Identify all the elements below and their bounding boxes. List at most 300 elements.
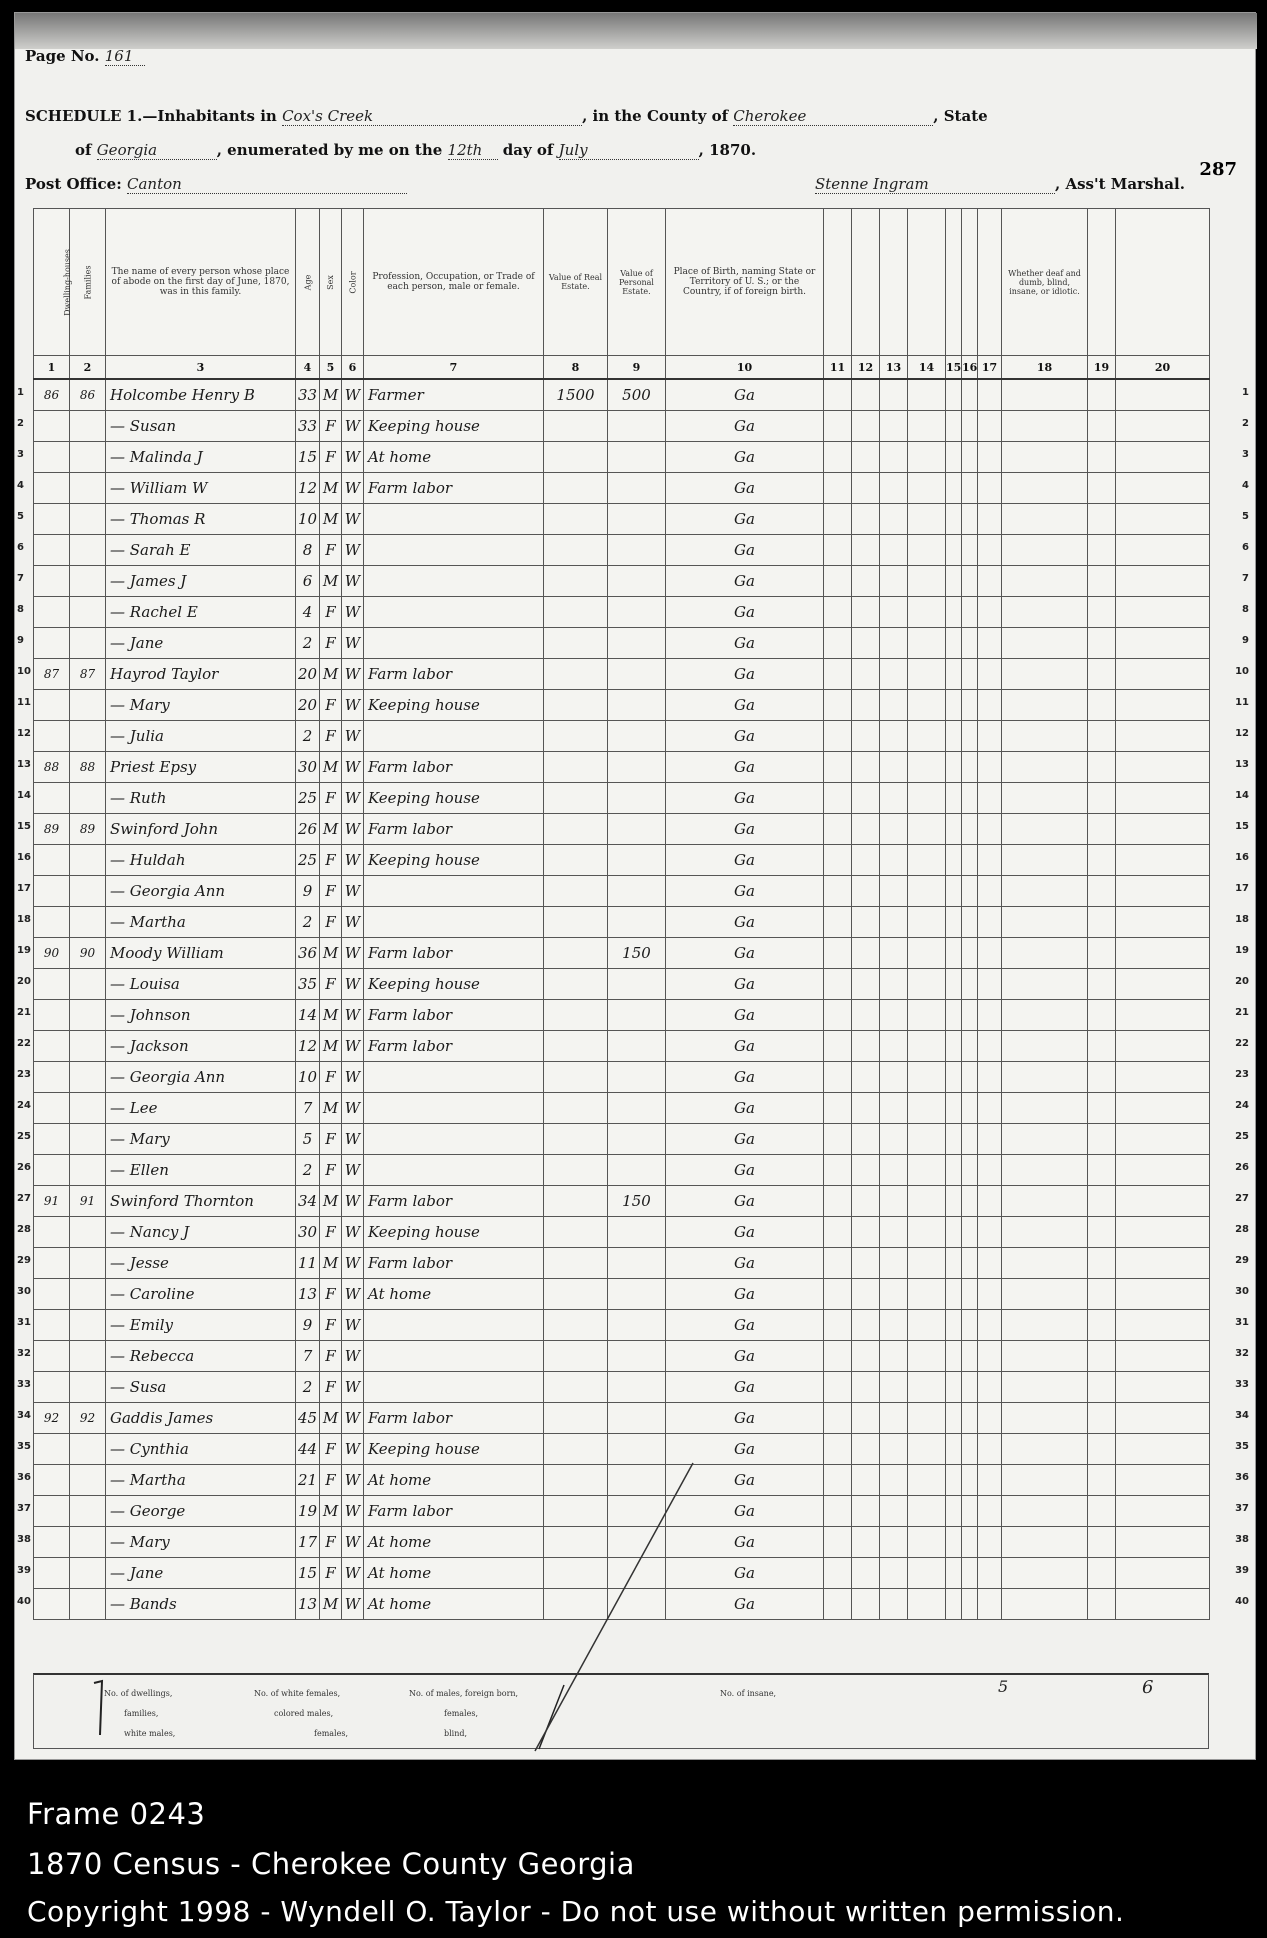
line-number: 21 — [17, 1007, 31, 1018]
birthplace-cell: Ga — [666, 1062, 824, 1093]
real-estate-cell — [544, 1093, 608, 1124]
sex-cell: F — [320, 1372, 342, 1403]
empty-cell — [962, 783, 978, 814]
line-number: 12 — [17, 728, 31, 739]
table-row — [34, 379, 1210, 411]
person-name: — Mary — [106, 1527, 296, 1558]
age-cell: 30 — [296, 1217, 320, 1248]
empty-cell — [1002, 1279, 1088, 1310]
family-number — [70, 1496, 106, 1527]
empty-cell — [908, 535, 946, 566]
line-number: 16 — [1235, 852, 1249, 863]
footer-colored-males: colored males, — [274, 1709, 334, 1718]
dwelling-number: 92 — [34, 1403, 70, 1434]
empty-cell — [908, 659, 946, 690]
table-row — [34, 1403, 1210, 1434]
sex-cell: M — [320, 1031, 342, 1062]
column-number: 13 — [880, 356, 908, 380]
col-19-header — [1088, 209, 1116, 356]
empty-cell — [946, 752, 962, 783]
real-estate-cell — [544, 814, 608, 845]
occupation-cell — [364, 504, 544, 535]
empty-cell — [880, 504, 908, 535]
empty-cell — [824, 659, 852, 690]
family-number — [70, 566, 106, 597]
empty-cell — [978, 1031, 1002, 1062]
table-row — [34, 1000, 1210, 1031]
empty-cell — [824, 1186, 852, 1217]
empty-cell — [1116, 1496, 1210, 1527]
personal-estate-cell — [608, 1372, 666, 1403]
frame-number: 287 — [1199, 159, 1237, 180]
dwelling-number — [34, 1341, 70, 1372]
empty-cell — [978, 1186, 1002, 1217]
caption-copyright: Copyright 1998 - Wyndell O. Taylor - Do not use without written permission. — [27, 1895, 1125, 1928]
line-number: 34 — [1235, 1410, 1249, 1421]
empty-cell — [962, 690, 978, 721]
empty-cell — [1088, 969, 1116, 1000]
sex-cell: F — [320, 628, 342, 659]
empty-cell — [1002, 1434, 1088, 1465]
empty-cell — [852, 473, 880, 504]
day-value: 12th — [448, 141, 498, 160]
empty-cell — [1116, 752, 1210, 783]
empty-cell — [824, 1496, 852, 1527]
person-name: — Huldah — [106, 845, 296, 876]
line-number: 38 — [17, 1534, 31, 1545]
empty-cell — [1116, 1465, 1210, 1496]
line-number: 1 — [1242, 387, 1249, 398]
empty-cell — [1002, 690, 1088, 721]
empty-cell — [946, 1465, 962, 1496]
table-row — [34, 814, 1210, 845]
line-number: 10 — [17, 666, 31, 677]
age-cell: 12 — [296, 1031, 320, 1062]
col-13-header — [880, 209, 908, 356]
empty-cell — [824, 907, 852, 938]
empty-cell — [1088, 1403, 1116, 1434]
empty-cell — [962, 379, 978, 411]
empty-cell — [880, 1279, 908, 1310]
birthplace-cell: Ga — [666, 1093, 824, 1124]
empty-cell — [1116, 783, 1210, 814]
person-name: Hayrod Taylor — [106, 659, 296, 690]
age-cell: 33 — [296, 411, 320, 442]
personal-estate-cell: 500 — [608, 379, 666, 411]
empty-cell — [962, 1124, 978, 1155]
empty-cell — [1088, 783, 1116, 814]
empty-cell — [1088, 1589, 1116, 1620]
empty-cell — [946, 411, 962, 442]
birthplace-cell: Ga — [666, 690, 824, 721]
empty-cell — [1116, 1279, 1210, 1310]
birthplace-cell: Ga — [666, 1248, 824, 1279]
empty-cell — [852, 1341, 880, 1372]
line-number: 35 — [17, 1441, 31, 1452]
empty-cell — [962, 1372, 978, 1403]
empty-cell — [962, 597, 978, 628]
empty-cell — [824, 1155, 852, 1186]
table-row — [34, 1217, 1210, 1248]
empty-cell — [1002, 1310, 1088, 1341]
empty-cell — [824, 1589, 852, 1620]
line-number: 20 — [1235, 976, 1249, 987]
table-row — [34, 1124, 1210, 1155]
age-cell: 9 — [296, 1310, 320, 1341]
sex-cell: F — [320, 876, 342, 907]
empty-cell — [880, 721, 908, 752]
empty-cell — [908, 1217, 946, 1248]
personal-estate-cell — [608, 1155, 666, 1186]
birthplace-cell: Ga — [666, 1527, 824, 1558]
empty-cell — [1116, 721, 1210, 752]
empty-cell — [946, 1403, 962, 1434]
dwelling-number — [34, 783, 70, 814]
empty-cell — [978, 1310, 1002, 1341]
empty-cell — [824, 473, 852, 504]
sex-cell: M — [320, 1093, 342, 1124]
empty-cell — [978, 907, 1002, 938]
sex-cell: F — [320, 721, 342, 752]
empty-cell — [962, 1589, 978, 1620]
empty-cell — [880, 442, 908, 473]
age-cell: 35 — [296, 969, 320, 1000]
col-11-header — [824, 209, 852, 356]
person-name: — Jackson — [106, 1031, 296, 1062]
personal-estate-cell: 150 — [608, 1186, 666, 1217]
real-estate-cell — [544, 1248, 608, 1279]
column-number: 6 — [342, 356, 364, 380]
sex-cell: M — [320, 1589, 342, 1620]
empty-cell — [946, 473, 962, 504]
color-cell: W — [342, 1527, 364, 1558]
empty-cell — [1088, 1155, 1116, 1186]
personal-estate-cell — [608, 473, 666, 504]
empty-cell — [1002, 845, 1088, 876]
occupation-cell: Farm labor — [364, 814, 544, 845]
color-cell: W — [342, 1248, 364, 1279]
sex-cell: M — [320, 1496, 342, 1527]
empty-cell — [1088, 1093, 1116, 1124]
empty-cell — [978, 690, 1002, 721]
sex-cell: F — [320, 597, 342, 628]
person-name: — Johnson — [106, 1000, 296, 1031]
dwelling-number: 90 — [34, 938, 70, 969]
table-row — [34, 1248, 1210, 1279]
sex-cell: F — [320, 1465, 342, 1496]
empty-cell — [1116, 1217, 1210, 1248]
empty-cell — [946, 1000, 962, 1031]
empty-cell — [946, 597, 962, 628]
real-estate-cell — [544, 504, 608, 535]
dwelling-number — [34, 442, 70, 473]
line-number: 20 — [17, 976, 31, 987]
personal-estate-cell — [608, 566, 666, 597]
footer-blind: blind, — [444, 1729, 468, 1738]
family-number — [70, 1217, 106, 1248]
empty-cell — [1088, 628, 1116, 659]
birthplace-cell: Ga — [666, 1341, 824, 1372]
line-number: 4 — [17, 480, 24, 491]
empty-cell — [880, 783, 908, 814]
empty-cell — [1002, 1248, 1088, 1279]
line-number: 5 — [1242, 511, 1249, 522]
sex-cell: F — [320, 845, 342, 876]
empty-cell — [1002, 628, 1088, 659]
real-estate-cell — [544, 721, 608, 752]
empty-cell — [824, 690, 852, 721]
column-number: 11 — [824, 356, 852, 380]
caption-frame: Frame 0243 — [27, 1797, 206, 1831]
age-cell: 36 — [296, 938, 320, 969]
table-row — [34, 1186, 1210, 1217]
sex-cell: M — [320, 1248, 342, 1279]
birthplace-cell: Ga — [666, 1496, 824, 1527]
age-cell: 15 — [296, 442, 320, 473]
line-number: 18 — [1235, 914, 1249, 925]
county-label: in the County of — [592, 107, 729, 125]
marshal-label: Ass't Marshal. — [1065, 175, 1185, 193]
empty-cell — [852, 1527, 880, 1558]
empty-cell — [852, 1279, 880, 1310]
empty-cell — [978, 1558, 1002, 1589]
occupation-cell: Keeping house — [364, 411, 544, 442]
line-number: 8 — [17, 604, 24, 615]
footer-foreign-males: No. of males, foreign born, — [409, 1689, 519, 1698]
table-row — [34, 969, 1210, 1000]
line-number: 30 — [17, 1286, 31, 1297]
empty-cell — [908, 1310, 946, 1341]
empty-cell — [978, 1248, 1002, 1279]
person-name: — Louisa — [106, 969, 296, 1000]
empty-cell — [978, 379, 1002, 411]
empty-cell — [978, 814, 1002, 845]
empty-cell — [908, 1527, 946, 1558]
empty-cell — [908, 504, 946, 535]
col-5-header: Sex — [320, 209, 342, 356]
birthplace-cell: Ga — [666, 504, 824, 535]
empty-cell — [946, 504, 962, 535]
empty-cell — [1116, 1372, 1210, 1403]
empty-cell — [908, 1372, 946, 1403]
personal-estate-cell — [608, 504, 666, 535]
birthplace-cell: Ga — [666, 969, 824, 1000]
empty-cell — [852, 442, 880, 473]
age-cell: 33 — [296, 379, 320, 411]
empty-cell — [1002, 411, 1088, 442]
age-cell: 2 — [296, 721, 320, 752]
empty-cell — [880, 907, 908, 938]
empty-cell — [880, 473, 908, 504]
person-name: — Caroline — [106, 1279, 296, 1310]
empty-cell — [978, 628, 1002, 659]
empty-cell — [852, 379, 880, 411]
line-number: 17 — [1235, 883, 1249, 894]
person-name: Priest Epsy — [106, 752, 296, 783]
person-name: — Rachel E — [106, 597, 296, 628]
empty-cell — [978, 783, 1002, 814]
occupation-cell: At home — [364, 1558, 544, 1589]
dwelling-number — [34, 1496, 70, 1527]
birthplace-cell: Ga — [666, 1589, 824, 1620]
family-number — [70, 1527, 106, 1558]
empty-cell — [1002, 659, 1088, 690]
empty-cell — [824, 752, 852, 783]
empty-cell — [962, 442, 978, 473]
occupation-cell: Farm labor — [364, 1000, 544, 1031]
footer-dwellings: No. of dwellings, — [104, 1689, 173, 1698]
sex-cell: M — [320, 473, 342, 504]
empty-cell — [880, 597, 908, 628]
real-estate-cell — [544, 1031, 608, 1062]
dwelling-number: 89 — [34, 814, 70, 845]
dwelling-number — [34, 628, 70, 659]
page-number-line — [25, 47, 145, 66]
empty-cell — [880, 1062, 908, 1093]
empty-cell — [1002, 876, 1088, 907]
line-number: 15 — [1235, 821, 1249, 832]
occupation-cell — [364, 1341, 544, 1372]
real-estate-cell — [544, 1000, 608, 1031]
empty-cell — [908, 969, 946, 1000]
empty-cell — [1088, 1217, 1116, 1248]
empty-cell — [962, 752, 978, 783]
color-cell: W — [342, 1155, 364, 1186]
col-18-header: Whether deaf and dumb, blind, insane, or idiotic. — [1002, 209, 1088, 356]
empty-cell — [1116, 379, 1210, 411]
col-9-header: Value of Personal Estate. — [608, 209, 666, 356]
birthplace-cell: Ga — [666, 1403, 824, 1434]
family-number — [70, 535, 106, 566]
dwelling-number — [34, 1093, 70, 1124]
age-cell: 6 — [296, 566, 320, 597]
occupation-cell: Farm labor — [364, 659, 544, 690]
birthplace-cell: Ga — [666, 1124, 824, 1155]
line-number: 33 — [1235, 1379, 1249, 1390]
empty-cell — [1002, 1496, 1088, 1527]
personal-estate-cell — [608, 1124, 666, 1155]
empty-cell — [880, 752, 908, 783]
empty-cell — [946, 1279, 962, 1310]
sex-cell: F — [320, 1062, 342, 1093]
empty-cell — [852, 783, 880, 814]
empty-cell — [880, 566, 908, 597]
col-2-header: Families — [70, 209, 106, 356]
empty-cell — [1088, 1124, 1116, 1155]
color-cell: W — [342, 969, 364, 1000]
birthplace-cell: Ga — [666, 752, 824, 783]
color-cell: W — [342, 1372, 364, 1403]
empty-cell — [880, 938, 908, 969]
line-number: 14 — [1235, 790, 1249, 801]
empty-cell — [978, 535, 1002, 566]
empty-cell — [824, 1527, 852, 1558]
personal-estate-cell — [608, 1248, 666, 1279]
empty-cell — [1002, 597, 1088, 628]
table-row — [34, 504, 1210, 535]
empty-cell — [824, 1310, 852, 1341]
real-estate-cell — [544, 1062, 608, 1093]
empty-cell — [1116, 1558, 1210, 1589]
dwelling-number — [34, 690, 70, 721]
line-number: 40 — [17, 1596, 31, 1607]
occupation-cell: Farm labor — [364, 1403, 544, 1434]
dwelling-number — [34, 1155, 70, 1186]
person-name: — Cynthia — [106, 1434, 296, 1465]
empty-cell — [1116, 628, 1210, 659]
empty-cell — [1116, 1527, 1210, 1558]
empty-cell — [1002, 1589, 1088, 1620]
empty-cell — [946, 1589, 962, 1620]
family-number: 86 — [70, 379, 106, 411]
family-number: 87 — [70, 659, 106, 690]
person-name: Swinford John — [106, 814, 296, 845]
column-number: 14 — [908, 356, 946, 380]
table-row — [34, 721, 1210, 752]
sex-cell: M — [320, 938, 342, 969]
birthplace-cell: Ga — [666, 1465, 824, 1496]
empty-cell — [1002, 1341, 1088, 1372]
col-7-header: Profession, Occupation, or Trade of each person, male or female. — [364, 209, 544, 356]
person-name: — Emily — [106, 1310, 296, 1341]
empty-cell — [946, 442, 962, 473]
empty-cell — [908, 1279, 946, 1310]
empty-cell — [1088, 1496, 1116, 1527]
empty-cell — [824, 1000, 852, 1031]
empty-cell — [908, 473, 946, 504]
table-row — [34, 845, 1210, 876]
age-cell: 2 — [296, 628, 320, 659]
empty-cell — [908, 783, 946, 814]
empty-cell — [978, 1124, 1002, 1155]
empty-cell — [946, 535, 962, 566]
empty-cell — [1002, 1155, 1088, 1186]
line-number: 37 — [17, 1503, 31, 1514]
empty-cell — [852, 628, 880, 659]
line-number: 7 — [17, 573, 24, 584]
dwelling-number — [34, 1124, 70, 1155]
empty-cell — [946, 783, 962, 814]
empty-cell — [1002, 969, 1088, 1000]
empty-cell — [1088, 1434, 1116, 1465]
age-cell: 8 — [296, 535, 320, 566]
birthplace-cell: Ga — [666, 1558, 824, 1589]
line-number: 29 — [17, 1255, 31, 1266]
occupation-cell: Keeping house — [364, 1217, 544, 1248]
empty-cell — [908, 1031, 946, 1062]
empty-cell — [824, 783, 852, 814]
dwelling-number — [34, 535, 70, 566]
real-estate-cell — [544, 566, 608, 597]
col-15-header — [946, 209, 962, 356]
family-number — [70, 1062, 106, 1093]
empty-cell — [978, 1217, 1002, 1248]
empty-cell — [1088, 1279, 1116, 1310]
real-estate-cell — [544, 1403, 608, 1434]
empty-cell — [978, 721, 1002, 752]
empty-cell — [962, 845, 978, 876]
line-number: 13 — [17, 759, 31, 770]
empty-cell — [978, 1372, 1002, 1403]
age-cell: 15 — [296, 1558, 320, 1589]
sex-cell: F — [320, 1341, 342, 1372]
family-number — [70, 1279, 106, 1310]
table-row — [34, 690, 1210, 721]
empty-cell — [880, 1248, 908, 1279]
sex-cell: M — [320, 1000, 342, 1031]
family-number — [70, 1465, 106, 1496]
real-estate-cell — [544, 845, 608, 876]
